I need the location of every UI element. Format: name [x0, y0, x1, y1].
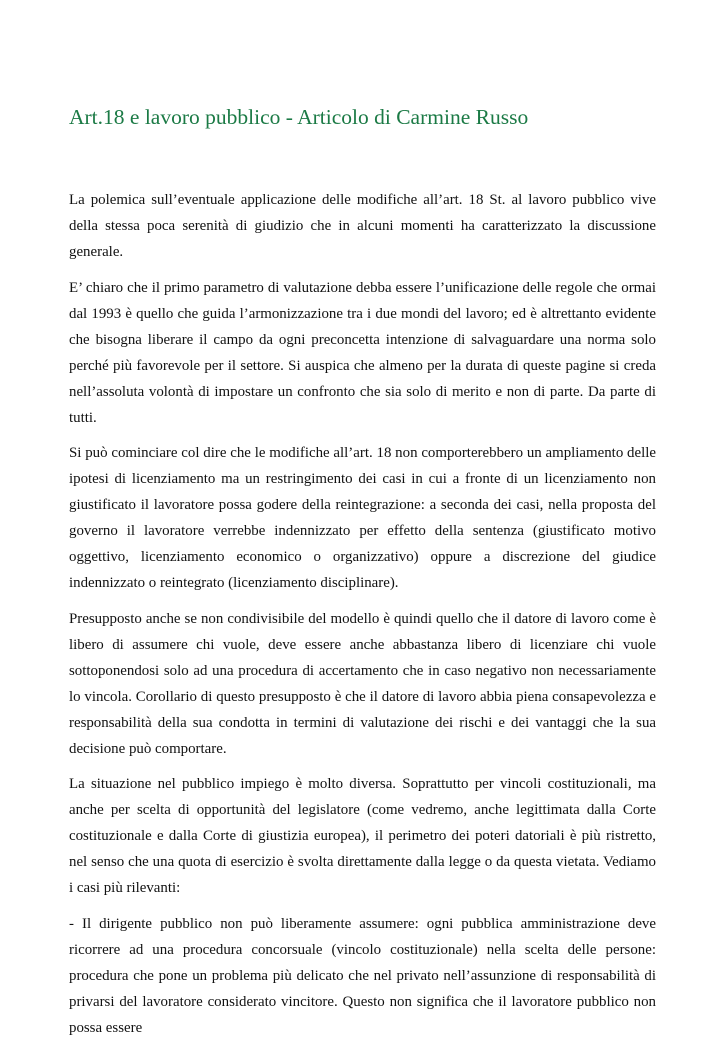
paragraph-5: La situazione nel pubblico impiego è molto diversa. Soprattutto per vincoli costituzionali, ma anche per scelta di opportunità del legislatore (come vedremo, anche legittimata dalla Corte costituzionale e dalla Corte di giustizia europea), il perimetro dei poteri datoriali è più ristretto, nel senso che una quota di esercizio è svolta direttamente dalla legge o da questa vietata. Vediamo i casi più rilevanti:	[69, 776, 656, 897]
paragraph-2: E’ chiaro che il primo parametro di valutazione debba essere l’unificazione delle regole che ormai dal 1993 è quello che guida l’armonizzazione tra i due mondi del lavoro; ed è altrettanto evidente che bisogna liberare il campo da ogni preconcetta intenzione di salvaguardare una norma solo perché più favorevole per il settore. Si auspica che almeno per la durata di queste pagine si creda nell’assoluta volontà di impostare un confronto che sia solo di merito e non di parte. Da parte di tutti.	[69, 279, 656, 426]
paragraph-1: La polemica sull’eventuale applicazione delle modifiche all’art. 18 St. al lavoro pubblico vive della stessa poca serenità di giudizio che in alcuni momenti ha caratterizzato la discussione generale.	[69, 192, 656, 260]
paragraph-3: Si può cominciare col dire che le modifiche all’art. 18 non comporterebbero un ampliamento delle ipotesi di licenziamento ma un restringimento dei casi in cui a fronte di un licenziamento non giustificato il lavoratore possa godere della reintegrazione: a seconda dei casi, nella proposta del governo il lavoratore verrebbe indennizzato per effetto della sentenza (giustificato motivo oggettivo, licenziamento economico o organizzativo) oppure a discrezione del giudice indennizzato o reintegrato (licenziamento disciplinare).	[69, 445, 656, 592]
document-body	[69, 187, 656, 1051]
paragraph-6: - Il dirigente pubblico non può liberamente assumere: ogni pubblica amministrazione deve ricorrere ad una procedura concorsuale (vincolo costituzionale) nella scelta delle persone: procedura che pone un problema più delicato che nel privato nell’assunzione di responsabilità di privarsi del lavoratore considerato vincitore. Questo non significa che il lavoratore pubblico non possa essere	[69, 915, 656, 1036]
paragraph-4: Presupposto anche se non condivisibile del modello è quindi quello che il datore di lavoro come è libero di assumere chi vuole, deve essere anche abbastanza libero di licenziare chi vuole sottoponendosi solo ad una procedura di accertamento che in caso negativo non necessariamente lo vincola. Corollario di questo presupposto è che il datore di lavoro abbia piena consapevolezza e responsabilità della sua condotta in termini di valutazione dei rischi e dei vantaggi che la sua decisione può comportare.	[69, 610, 656, 757]
document-title: Art.18 e lavoro pubblico - Articolo di Carmine Russo	[69, 105, 529, 129]
